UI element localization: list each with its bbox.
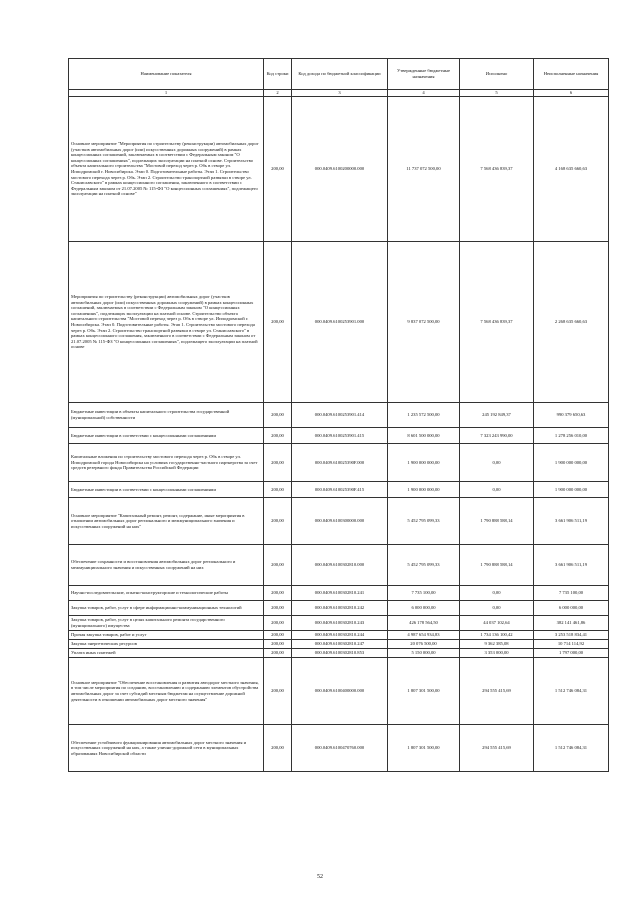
executed-amount: 0,00 xyxy=(460,586,534,601)
unexecuted-amount: 1 900 000 000,00 xyxy=(534,444,609,482)
indicator-name: Бюджетные инвестиции в объекты капитального строительства государственной (муниципальной) собственности xyxy=(69,403,264,428)
budget-code: 000.0409.6100302810.000 xyxy=(292,545,388,586)
table-row xyxy=(69,631,609,640)
budget-code: 000.0409.6100302810.243 xyxy=(292,616,388,631)
approved-amount: 1 900 000 000,00 xyxy=(388,482,460,498)
indicator-name: Обеспечение устойчивого функционирования автомобильных дорог местного значения и искусственных сооружений на них, а также улично-дорожной сети в муниципальных образованиях Новосибирской области xyxy=(69,725,264,772)
line-code: 200,00 xyxy=(264,616,292,631)
indicator-name: Бюджетные инвестиции в соответствии с концессионными соглашениями xyxy=(69,428,264,444)
approved-amount: 7 735 100,00 xyxy=(388,586,460,601)
column-index: 1 xyxy=(69,90,264,97)
executed-amount: 0,00 xyxy=(460,444,534,482)
header-unexecuted: Неисполненные назначения xyxy=(534,59,609,90)
approved-amount: 8 601 500 000,00 xyxy=(388,428,460,444)
table-row xyxy=(69,725,609,772)
column-index: 3 xyxy=(292,90,388,97)
unexecuted-amount: 1 797 000,00 xyxy=(534,649,609,658)
executed-amount: 1 790 888 588,14 xyxy=(460,545,534,586)
table-row xyxy=(69,97,609,242)
indicator-name: Закупка товаров, работ, услуг в целях капитального ремонта государственного (муниципального) имущества xyxy=(69,616,264,631)
column-index: 6 xyxy=(534,90,609,97)
indicator-name: Закупка товаров, работ, услуг в сфере информационно-коммуникационных технологий xyxy=(69,601,264,616)
approved-amount: 5 452 795 099,33 xyxy=(388,545,460,586)
approved-amount: 11 737 072 500,00 xyxy=(388,97,460,242)
executed-amount: 1 734 136 100,42 xyxy=(460,631,534,640)
indicator-name: Бюджетные инвестиции в соответствии с концессионными соглашениями xyxy=(69,482,264,498)
table-row xyxy=(69,586,609,601)
executed-amount: 3 353 000,00 xyxy=(460,649,534,658)
indicator-name: Мероприятия по строительству (реконструкции) автомобильных дорог (участков автомобильных дорог (или) искусственных дорожных сооружений) в рамках концессионных соглашений, заключаемых в соответствии с Федеральным законом "О концессионных соглашениях", подлежащих эксплуатации на платной основе. Строительство объекта капитального строительства "Мостовой переход через р. Обь в створе ул. Ипподромской г. Новосибирска. Этап 0. Подготовительные работы. Этап 1. Строительство мостового перехода через р. Обь. Этап 2. Строительство транспортной развязки в створе ул. Станиславского" в рамках концессионного соглашения, заключенного в соответствии с Федеральным законом от 21.07.2005 № 115-ФЗ "О концессионных соглашениях", подлежащего эксплуатации на платной основе xyxy=(69,242,264,403)
column-index: 4 xyxy=(388,90,460,97)
table-row xyxy=(69,601,609,616)
line-code: 200,00 xyxy=(264,725,292,772)
table-row xyxy=(69,444,609,482)
indicator-name: Основное мероприятие "Обеспечение восстановления и развития автодорог местного значения, в том числе мероприятия по созданию, восстановлению и содержанию элементов обустройства автомобильных дорог за счет субсидий местным бюджетам на осуществление дорожной деятельности в отношении автомобильных дорог местного значения" xyxy=(69,658,264,725)
indicator-name: Прочая закупка товаров, работ и услуг xyxy=(69,631,264,640)
table-row xyxy=(69,640,609,649)
executed-amount: 9 362 385,08 xyxy=(460,640,534,649)
executed-amount: 294 555 415,69 xyxy=(460,725,534,772)
budget-code: 000.0409.6100253901.415 xyxy=(292,428,388,444)
column-index-row xyxy=(69,90,609,97)
approved-amount: 20 076 500,00 xyxy=(388,640,460,649)
table-row xyxy=(69,616,609,631)
budget-code: 000.0409.6100253901.414 xyxy=(292,403,388,428)
line-code: 200,00 xyxy=(264,403,292,428)
header-line-code: Код строки xyxy=(264,59,292,90)
line-code: 200,00 xyxy=(264,482,292,498)
approved-amount: 6 000 000,00 xyxy=(388,601,460,616)
table-row xyxy=(69,649,609,658)
approved-amount: 1 235 572 500,00 xyxy=(388,403,460,428)
unexecuted-amount: 990 379 650,63 xyxy=(534,403,609,428)
table-row xyxy=(69,482,609,498)
header-indicator-name: Наименование показателя xyxy=(69,59,264,90)
header-executed: Исполнено xyxy=(460,59,534,90)
budget-code: 000.0409.6100470760.000 xyxy=(292,725,388,772)
line-code: 200,00 xyxy=(264,649,292,658)
header-approved: Утвержденные бюджетные назначения xyxy=(388,59,460,90)
approved-amount: 5 452 795 099,33 xyxy=(388,498,460,545)
line-code: 200,00 xyxy=(264,658,292,725)
column-index: 5 xyxy=(460,90,534,97)
executed-amount: 1 790 888 588,14 xyxy=(460,498,534,545)
budget-code: 000.0409.6100302810.242 xyxy=(292,601,388,616)
budget-report-page xyxy=(68,58,608,772)
table-row xyxy=(69,545,609,586)
executed-amount: 245 192 849,37 xyxy=(460,403,534,428)
budget-code: 000.0409.6100302810.244 xyxy=(292,631,388,640)
indicator-name: Основное мероприятие "Капитальный ремонт, ремонт, содержание, иные мероприятия в отношении автомобильных дорог регионального и межмуниципального значения и искусственных сооружений на них" xyxy=(69,498,264,545)
budget-code: 000.0409.6100400000.000 xyxy=(292,658,388,725)
table-header-row xyxy=(69,59,609,90)
header-budget-code: Код дохода по бюджетной классификации xyxy=(292,59,388,90)
unexecuted-amount: 382 141 461,86 xyxy=(534,616,609,631)
executed-amount: 294 555 415,69 xyxy=(460,658,534,725)
unexecuted-amount: 1 512 746 084,31 xyxy=(534,725,609,772)
indicator-name: Основное мероприятие "Мероприятия по строительству (реконструкции) автомобильных дорог (участков автомобильных дорог (или) искусственных дорожных сооружений) в рамках концессионных соглашений, заключаемых в соответствии с Федеральным законом "О концессионных соглашениях", подлежащих эксплуатации на платной основе. Строительство объекта капитального строительства "Мостовой переход через р. Обь в створе ул. Ипподромской г. Новосибирска. Этап 0. Подготовительные работы. Этап 1. Строительство мостового перехода через р. Обь. Этап 2. Строительство транспортной развязки в створе ул. Станиславского" в рамках концессионного соглашения, заключенного в соответствии с Федеральным законом от 21.07.2005 № 115-ФЗ "О концессионных соглашениях", подлежащего эксплуатации на платной основе" xyxy=(69,97,264,242)
table-row xyxy=(69,403,609,428)
executed-amount: 44 037 102,64 xyxy=(460,616,534,631)
line-code: 200,00 xyxy=(264,640,292,649)
approved-amount: 426 178 564,50 xyxy=(388,616,460,631)
executed-amount: 0,00 xyxy=(460,601,534,616)
budget-code: 000.0409.6100302810.247 xyxy=(292,640,388,649)
budget-code: 000.0409.6100300000.000 xyxy=(292,498,388,545)
table-row xyxy=(69,658,609,725)
line-code: 200,00 xyxy=(264,428,292,444)
unexecuted-amount: 1 900 000 000,00 xyxy=(534,482,609,498)
approved-amount: 1 807 301 500,00 xyxy=(388,658,460,725)
table-row xyxy=(69,498,609,545)
budget-code: 000.0409.6100302810.853 xyxy=(292,649,388,658)
line-code: 200,00 xyxy=(264,444,292,482)
column-index: 2 xyxy=(264,90,292,97)
approved-amount: 1 900 000 000,00 xyxy=(388,444,460,482)
approved-amount: 9 837 072 500,00 xyxy=(388,242,460,403)
unexecuted-amount: 3 253 518 834,41 xyxy=(534,631,609,640)
line-code: 200,00 xyxy=(264,498,292,545)
line-code: 200,00 xyxy=(264,601,292,616)
indicator-name: Закупка энергетических ресурсов xyxy=(69,640,264,649)
approved-amount: 4 987 654 934,83 xyxy=(388,631,460,640)
budget-execution-table xyxy=(68,58,609,772)
unexecuted-amount: 3 661 906 511,19 xyxy=(534,498,609,545)
line-code: 200,00 xyxy=(264,242,292,403)
budget-code: 000.0409.6100200000.000 xyxy=(292,97,388,242)
line-code: 200,00 xyxy=(264,631,292,640)
approved-amount: 1 807 301 500,00 xyxy=(388,725,460,772)
table-row xyxy=(69,242,609,403)
executed-amount: 0,00 xyxy=(460,482,534,498)
unexecuted-amount: 10 714 114,92 xyxy=(534,640,609,649)
executed-amount: 7 568 436 839,37 xyxy=(460,242,534,403)
indicator-name: Капитальные вложения по строительству мостового перехода через р. Обь в створе ул. Ипподромской города Новосибирска на условиях государственно-частного партнерства за счет средств резервного фонда Правительства Российской Федерации xyxy=(69,444,264,482)
line-code: 200,00 xyxy=(264,586,292,601)
budget-code: 000.0409.610025390F.415 xyxy=(292,482,388,498)
budget-code: 000.0409.6100253901.000 xyxy=(292,242,388,403)
budget-code: 000.0409.610025390F.000 xyxy=(292,444,388,482)
executed-amount: 7 568 436 839,37 xyxy=(460,97,534,242)
unexecuted-amount: 1 278 256 010,00 xyxy=(534,428,609,444)
executed-amount: 7 323 243 990,00 xyxy=(460,428,534,444)
indicator-name: Уплата иных платежей xyxy=(69,649,264,658)
indicator-name: Обеспечение сохранности и восстановления автомобильных дорог регионального и межмуниципального значения и искусственных сооружений на них xyxy=(69,545,264,586)
indicator-name: Научно-исследовательские, опытно-конструкторские и технологические работы xyxy=(69,586,264,601)
unexecuted-amount: 6 000 000,00 xyxy=(534,601,609,616)
unexecuted-amount: 4 168 635 660,63 xyxy=(534,97,609,242)
approved-amount: 5 150 000,00 xyxy=(388,649,460,658)
table-row xyxy=(69,428,609,444)
page-number: 52 xyxy=(317,874,323,880)
unexecuted-amount: 1 512 746 084,31 xyxy=(534,658,609,725)
budget-code: 000.0409.6100302810.241 xyxy=(292,586,388,601)
line-code: 200,00 xyxy=(264,545,292,586)
unexecuted-amount: 7 735 100,00 xyxy=(534,586,609,601)
unexecuted-amount: 2 268 635 660,63 xyxy=(534,242,609,403)
line-code: 200,00 xyxy=(264,97,292,242)
unexecuted-amount: 3 661 906 511,19 xyxy=(534,545,609,586)
